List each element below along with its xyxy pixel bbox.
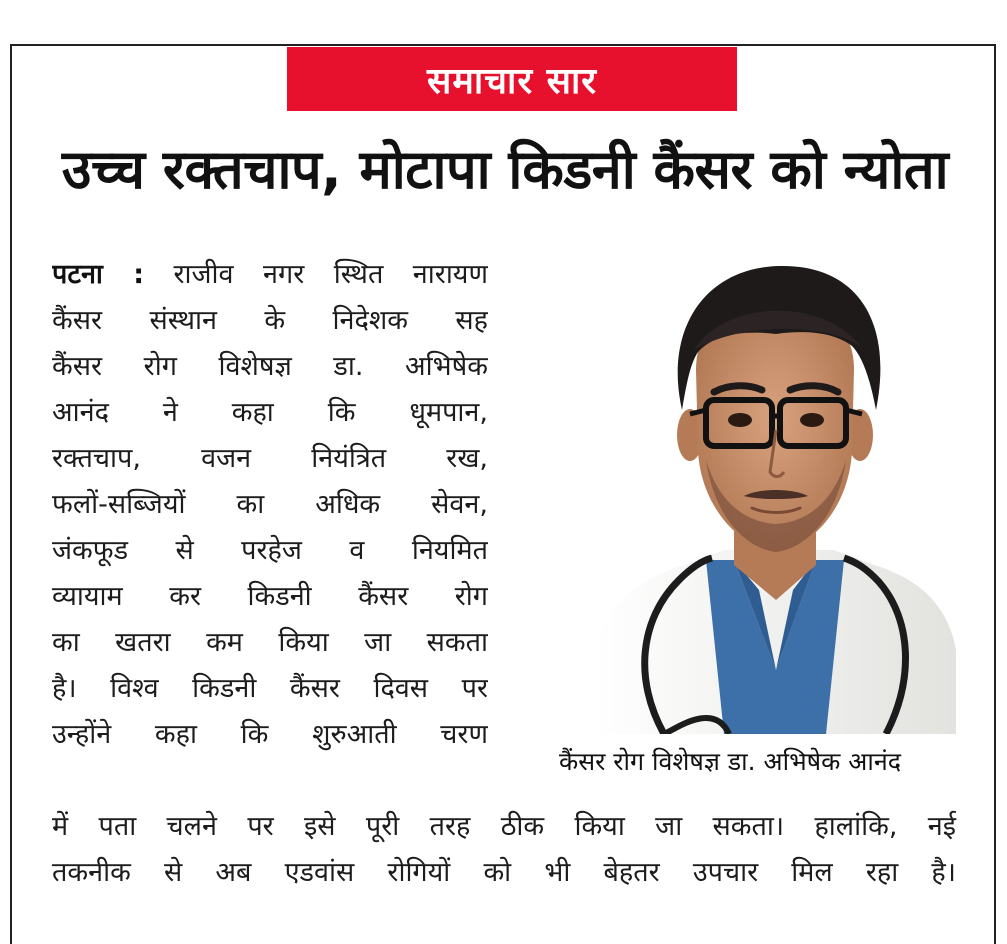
article-line: पटना : राजीव नगर स्थित नारायण [52,259,488,290]
article-line: है। विश्व किडनी कैंसर दिवस पर [52,673,488,704]
article-line: फलों-सब्जियों का अधिक सेवन, [52,489,488,520]
article-body-continued [52,804,956,896]
article-line: जंकफूड से परहेज व नियमित [52,535,488,566]
article-line: रक्तचाप, वजन नियंत्रित रख, [52,443,488,474]
article-line: कैंसर संस्थान के निदेशक सह [52,305,488,336]
article-line: कैंसर रोग विशेषज्ञ डा. अभिषेक [52,351,488,382]
article-line: आनंद ने कहा कि धूमपान, [52,397,488,428]
dateline: पटना : [52,259,145,290]
top-clip-strip [0,0,1007,8]
doctor-portrait-illustration [594,260,956,734]
article-line: में पता चलने पर इसे पूरी तरह ठीक किया जा सकता। हालांकि, नई [52,811,956,842]
headline: उच्च रक्तचाप, मोटापा किडनी कैंसर को न्योता [61,138,949,201]
article-line: तकनीक से अब एडवांस रोगियों को भी बेहतर उपचार मिल रहा है। [52,857,956,888]
doctor-portrait-photo [594,260,956,734]
article-line: व्यायाम कर किडनी कैंसर रोग [52,581,488,612]
section-banner: समाचार सार [287,47,737,111]
article-line: का खतरा कम किया जा सकता [52,627,488,658]
article-line: उन्होंने कहा कि शुरुआती चरण [52,719,488,750]
photo-caption: कैंसर रोग विशेषज्ञ डा. अभिषेक आनंद [559,747,901,776]
article-body-column [52,252,488,758]
